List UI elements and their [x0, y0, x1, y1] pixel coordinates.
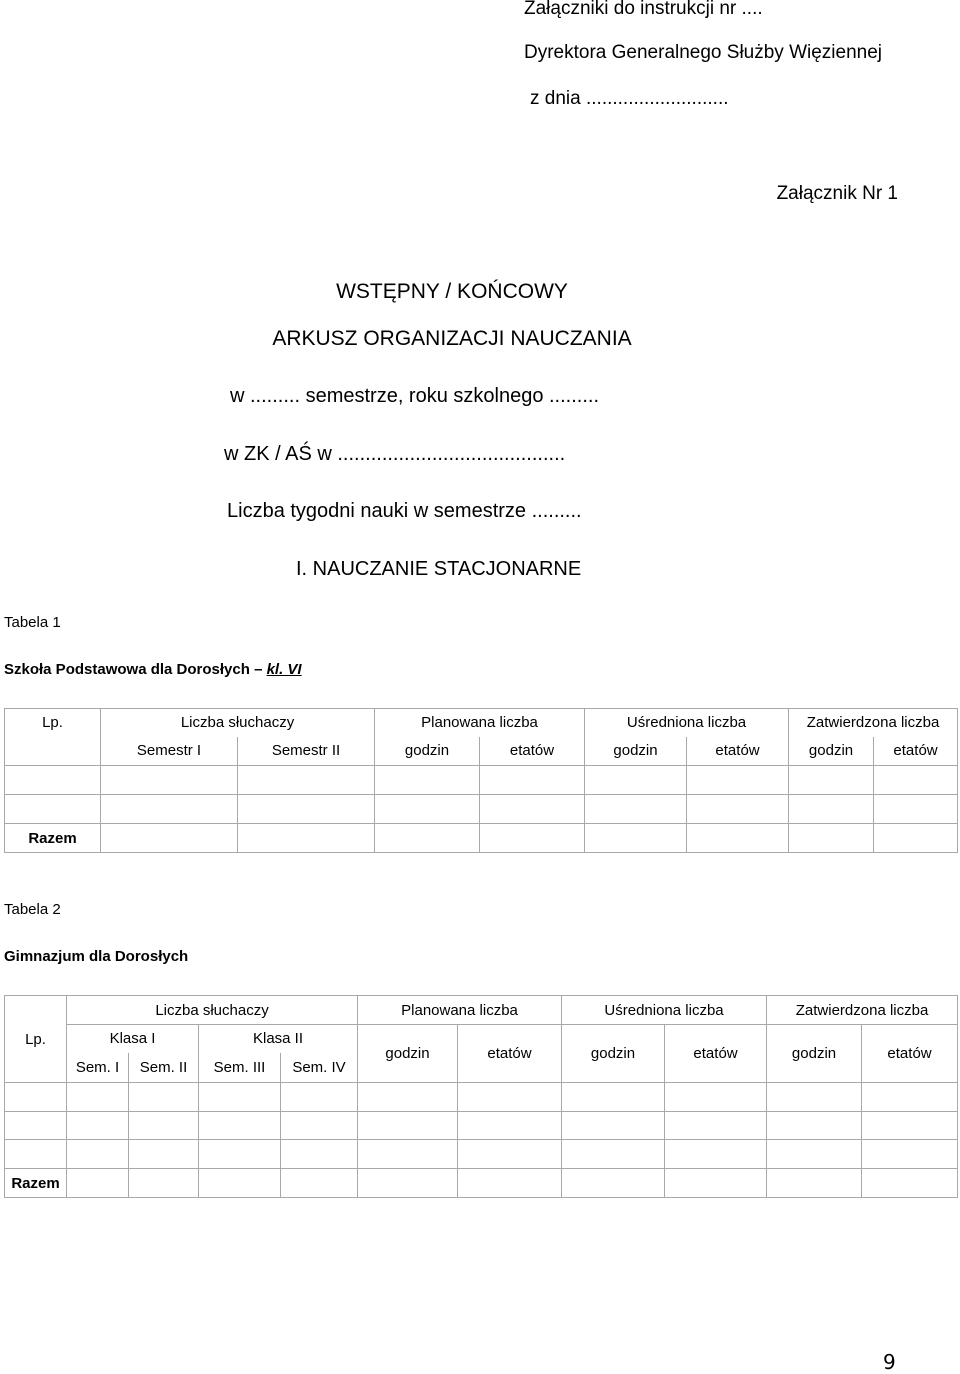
- table1-cell: [687, 766, 789, 795]
- table1-cell: [585, 766, 687, 795]
- table2-sem-3-header: Sem. III: [199, 1053, 281, 1083]
- table2-approved-header: Zatwierdzona liczba: [767, 996, 958, 1025]
- table1-cell: [687, 795, 789, 824]
- table2-average-hours-header: godzin: [562, 1025, 665, 1083]
- table1-cell: [789, 766, 874, 795]
- table2-cell: [458, 1140, 562, 1169]
- table1-cell: [238, 824, 375, 853]
- table2-cell: [458, 1169, 562, 1198]
- table1-cell: [585, 824, 687, 853]
- table2-cell: [67, 1169, 129, 1198]
- table2-sem-2-header: Sem. II: [129, 1053, 199, 1083]
- table1-cell: [375, 766, 480, 795]
- table2-class-1-header: Klasa I: [67, 1025, 199, 1053]
- table1-cell: [874, 795, 958, 824]
- table2-cell: [862, 1112, 958, 1140]
- table1-cell: [789, 824, 874, 853]
- table1-average-hours-header: godzin: [585, 737, 687, 766]
- table1-average-header: Uśredniona liczba: [585, 709, 789, 737]
- semester-field: w ......... semestrze, roku szkolnego .........: [230, 385, 600, 407]
- table2-cell: [562, 1112, 665, 1140]
- table2-cell: [281, 1112, 358, 1140]
- table1-cell: [585, 795, 687, 824]
- table1-cell: [5, 795, 101, 824]
- table1-cell: [480, 795, 585, 824]
- table1-students-header: Liczba słuchaczy: [101, 709, 375, 737]
- table1-cell: [5, 766, 101, 795]
- table2-cell: [862, 1083, 958, 1112]
- table2-cell: [67, 1140, 129, 1169]
- table1-school-class: kl. VI: [266, 661, 302, 678]
- attachment-number: Załącznik Nr 1: [776, 183, 898, 204]
- table2-planned-header: Planowana liczba: [358, 996, 562, 1025]
- table2-cell: [767, 1112, 862, 1140]
- table1-cell: [480, 766, 585, 795]
- table2-lp-header: Lp.: [5, 996, 67, 1083]
- header-attachments-line: Załączniki do instrukcji nr ....: [524, 0, 763, 19]
- table2-cell: [281, 1140, 358, 1169]
- page-number: 9: [883, 1350, 896, 1374]
- table2-cell: [562, 1169, 665, 1198]
- unit-field: w ZK / AŚ w .........................................: [224, 443, 566, 465]
- table2-cell: [665, 1083, 767, 1112]
- table2-row: [5, 1112, 958, 1140]
- table1-cell: [238, 795, 375, 824]
- table2-cell: [358, 1112, 458, 1140]
- table1-planned-hours-header: godzin: [375, 737, 480, 766]
- table1-cell: [687, 824, 789, 853]
- table2-cell: [129, 1083, 199, 1112]
- table2-planned-hours-header: godzin: [358, 1025, 458, 1083]
- table2-cell: [665, 1140, 767, 1169]
- table2-cell: [665, 1169, 767, 1198]
- table2-row: [5, 1140, 958, 1169]
- table2-cell: [862, 1140, 958, 1169]
- table1-row: [5, 795, 958, 824]
- table2-class-2-header: Klasa II: [199, 1025, 358, 1053]
- table1-approved-header: Zatwierdzona liczba: [789, 709, 958, 737]
- table2-average-header: Uśredniona liczba: [562, 996, 767, 1025]
- table2-cell: [767, 1083, 862, 1112]
- table1-total-row: [5, 824, 958, 853]
- table1-semester-2-header: Semestr II: [238, 737, 375, 766]
- table2-cell: [767, 1140, 862, 1169]
- table1-cell: [375, 795, 480, 824]
- header-director-line: Dyrektora Generalnego Służby Więziennej: [524, 42, 883, 63]
- table2-school-name: Gimnazjum dla Dorosłych: [4, 948, 189, 965]
- table1-average-posts-header: etatów: [687, 737, 789, 766]
- table2-cell: [358, 1169, 458, 1198]
- table1-school-label: Szkoła Podstawowa dla Dorosłych –: [4, 661, 267, 678]
- table2-cell: [862, 1169, 958, 1198]
- table2-caption: Tabela 2: [4, 901, 61, 918]
- table1-cell: [238, 766, 375, 795]
- table2-cell: [281, 1169, 358, 1198]
- table2-row: [5, 1083, 958, 1112]
- table2-average-posts-header: etatów: [665, 1025, 767, 1083]
- title-line-2: ARKUSZ ORGANIZACJI NAUCZANIA: [272, 327, 632, 350]
- table2-cell: [5, 1140, 67, 1169]
- table2-approved-hours-header: godzin: [767, 1025, 862, 1083]
- table1-semester-1-header: Semestr I: [101, 737, 238, 766]
- table1-header-row-2: [5, 737, 958, 766]
- title-line-1: WSTĘPNY / KOŃCOWY: [336, 280, 568, 303]
- table1-caption: Tabela 1: [4, 614, 61, 631]
- table1-planned-posts-header: etatów: [480, 737, 585, 766]
- table1-row: [5, 766, 958, 795]
- table2-cell: [5, 1112, 67, 1140]
- table2-cell: [767, 1169, 862, 1198]
- table2-cell: [129, 1112, 199, 1140]
- table2-cell: [458, 1112, 562, 1140]
- table2-cell: [665, 1112, 767, 1140]
- table1-approved-posts-header: etatów: [874, 737, 958, 766]
- table2-approved-posts-header: etatów: [862, 1025, 958, 1083]
- table2-cell: [129, 1140, 199, 1169]
- table2-cell: [562, 1083, 665, 1112]
- table1-cell: [789, 795, 874, 824]
- table1-approved-hours-header: godzin: [789, 737, 874, 766]
- table1-cell: [101, 766, 238, 795]
- table2-cell: [281, 1083, 358, 1112]
- table2-students-header: Liczba słuchaczy: [67, 996, 358, 1025]
- table2-cell: [129, 1169, 199, 1198]
- table2-cell: [5, 1083, 67, 1112]
- table2-cell: [67, 1083, 129, 1112]
- table2-sem-1-header: Sem. I: [67, 1053, 129, 1083]
- table2-header-row-2: [5, 1025, 958, 1053]
- table1-planned-header: Planowana liczba: [375, 709, 585, 737]
- table2-header-row-1: [5, 996, 958, 1025]
- table1-cell: [101, 795, 238, 824]
- table2-cell: [199, 1169, 281, 1198]
- table1: [4, 708, 958, 853]
- table1-lp-sub: [5, 737, 101, 766]
- table2-cell: [199, 1112, 281, 1140]
- table2-total-row: [5, 1169, 958, 1198]
- weeks-field: Liczba tygodni nauki w semestrze .........: [227, 500, 582, 522]
- table2-planned-posts-header: etatów: [458, 1025, 562, 1083]
- header-date-line: z dnia ...........................: [530, 88, 729, 109]
- table1-total-label: Razem: [5, 824, 101, 853]
- table1-cell: [874, 824, 958, 853]
- section-heading: I. NAUCZANIE STACJONARNE: [296, 558, 582, 580]
- table2-cell: [458, 1083, 562, 1112]
- table1-header-row-1: [5, 709, 958, 737]
- table1-school-name: [4, 661, 302, 678]
- table2-cell: [358, 1140, 458, 1169]
- table2-sem-4-header: Sem. IV: [281, 1053, 358, 1083]
- table2-cell: [199, 1083, 281, 1112]
- table1-cell: [375, 824, 480, 853]
- table2-total-label: Razem: [5, 1169, 67, 1198]
- table2-cell: [199, 1140, 281, 1169]
- table2-cell: [562, 1140, 665, 1169]
- table2-cell: [358, 1083, 458, 1112]
- table1-cell: [874, 766, 958, 795]
- table1-cell: [480, 824, 585, 853]
- table1-lp-header: Lp.: [5, 709, 101, 737]
- table2: [4, 995, 958, 1198]
- table2-cell: [67, 1112, 129, 1140]
- table1-cell: [101, 824, 238, 853]
